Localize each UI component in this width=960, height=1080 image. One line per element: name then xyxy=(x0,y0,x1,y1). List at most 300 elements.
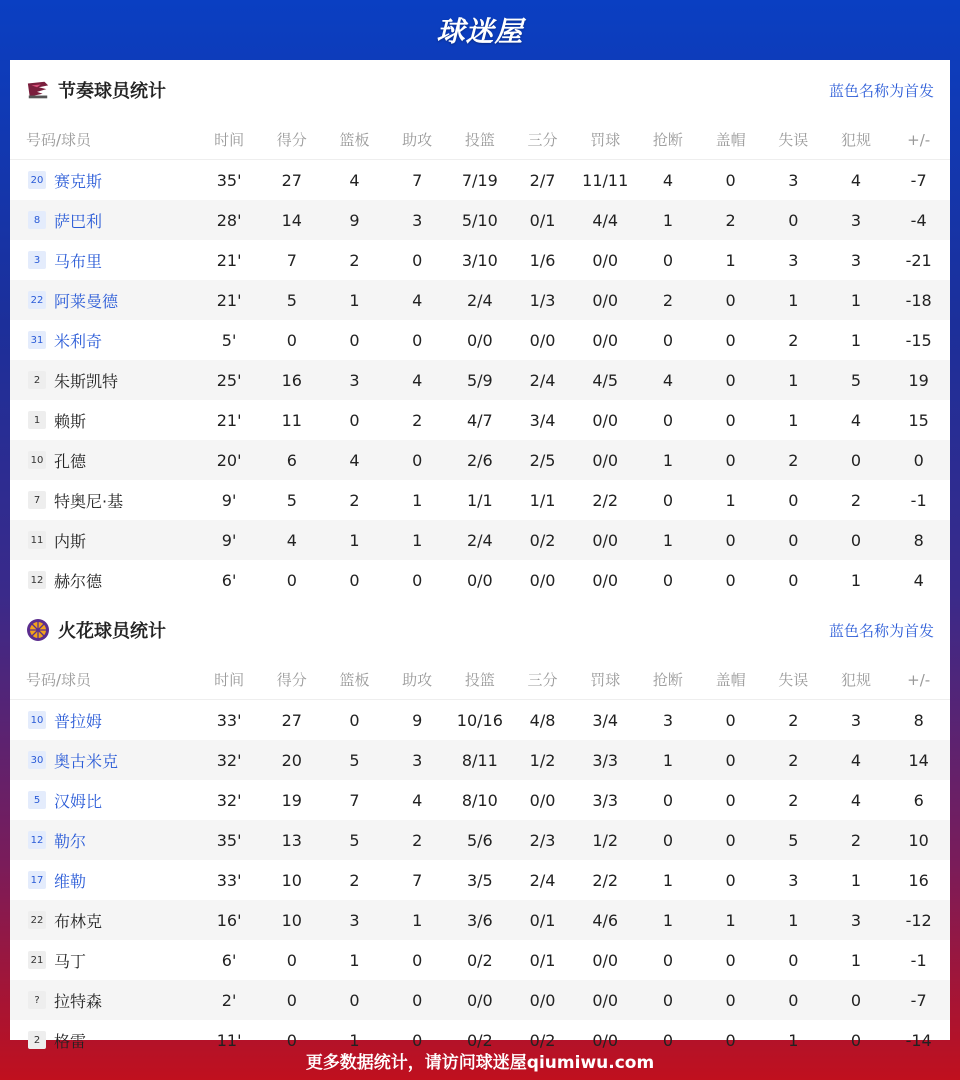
stat-cell: 0 xyxy=(412,990,423,1010)
stat-cell: 0 xyxy=(662,330,673,350)
stat-cell: 0 xyxy=(725,410,736,430)
stat-cell: 32' xyxy=(216,750,242,770)
stat-cell: 0 xyxy=(788,530,799,550)
stat-cell: 1 xyxy=(349,950,360,970)
stat-cell: 2' xyxy=(221,990,237,1010)
section-header xyxy=(10,60,950,120)
stat-cell: 5 xyxy=(286,290,297,310)
stat-cell: 3 xyxy=(349,370,360,390)
jersey-number: 22 xyxy=(28,911,46,929)
stat-cell: 3 xyxy=(412,750,423,770)
player-name[interactable]: 赛克斯 xyxy=(54,171,103,191)
stat-cell: 2/6 xyxy=(466,450,493,470)
stat-cell: 2 xyxy=(349,490,360,510)
player-row[interactable] xyxy=(10,980,950,1020)
stat-cell: 0 xyxy=(286,990,297,1010)
player-cell xyxy=(10,449,198,472)
stat-cell: 4 xyxy=(286,530,297,550)
stat-cell: 0 xyxy=(850,1030,862,1050)
player-name[interactable]: 普拉姆 xyxy=(54,711,103,731)
stat-cell: 5 xyxy=(349,830,360,850)
stat-cell: 0 xyxy=(412,950,423,970)
stat-cell: 0 xyxy=(725,530,736,550)
stat-cell: 11 xyxy=(281,410,302,430)
stat-cell: 1 xyxy=(412,910,423,930)
column-header: 三分 xyxy=(527,131,558,149)
stat-cell: 2/4 xyxy=(529,870,556,890)
jersey-number: 20 xyxy=(28,171,46,189)
player-row[interactable] xyxy=(10,280,950,320)
stat-cell: 5 xyxy=(850,370,862,390)
stat-cell: 1/3 xyxy=(529,290,556,310)
stat-cell: 0 xyxy=(725,870,736,890)
stat-cell: 7 xyxy=(286,250,297,270)
stat-cell: 19 xyxy=(908,370,929,390)
player-cell xyxy=(10,529,198,552)
stat-cell: 32' xyxy=(216,790,242,810)
stat-cell: 0 xyxy=(725,830,736,850)
stat-cell: 1 xyxy=(662,870,673,890)
player-row[interactable] xyxy=(10,440,950,480)
stat-cell: 2/5 xyxy=(529,450,556,470)
stat-cell: 0 xyxy=(286,1030,297,1050)
stat-cell: 16 xyxy=(281,370,302,390)
tempo-team-logo xyxy=(26,78,50,102)
stat-cell: 2 xyxy=(349,870,360,890)
stat-cell: 2/4 xyxy=(466,530,493,550)
stat-cell: 16' xyxy=(216,910,242,930)
jersey-number: 21 xyxy=(28,951,46,969)
stat-cell: 3/3 xyxy=(592,790,619,810)
stat-cell: 0 xyxy=(662,490,673,510)
stat-cell: 6' xyxy=(221,570,237,590)
stat-cell: 4/8 xyxy=(529,710,556,730)
column-header: 失误 xyxy=(778,671,809,689)
player-name[interactable]: 布林克 xyxy=(54,911,103,931)
column-header: 时间 xyxy=(214,671,245,689)
jersey-number: 12 xyxy=(28,831,46,849)
player-name[interactable]: 朱斯凯特 xyxy=(54,371,119,391)
stat-cell: 0 xyxy=(412,330,423,350)
player-row[interactable] xyxy=(10,560,950,600)
footer-banner[interactable] xyxy=(0,1040,960,1080)
jersey-number: 8 xyxy=(28,211,46,229)
stat-cell: 0/1 xyxy=(529,910,556,930)
stat-cell: 5' xyxy=(221,330,237,350)
player-row[interactable] xyxy=(10,520,950,560)
section-title: 节奏球员统计 xyxy=(58,81,166,102)
starter-note: 蓝色名称为首发 xyxy=(828,81,934,100)
column-header: 失误 xyxy=(778,131,809,149)
stat-cell: 1 xyxy=(788,370,799,390)
stat-cell: 0/2 xyxy=(529,1030,556,1050)
stat-cell: 3 xyxy=(788,170,799,190)
stat-cell: 6 xyxy=(286,450,297,470)
stat-cell: 4/5 xyxy=(592,370,619,390)
stat-cell: 5 xyxy=(788,830,799,850)
stat-cell: 3 xyxy=(850,250,862,270)
top-bar xyxy=(0,0,960,60)
stat-cell: 5 xyxy=(349,750,360,770)
column-header: 抢断 xyxy=(652,671,683,689)
stat-cell: 3/3 xyxy=(592,750,619,770)
jersey-number: 5 xyxy=(28,791,46,809)
stat-cell: 15 xyxy=(908,410,929,430)
stat-cell: 1 xyxy=(662,210,673,230)
stat-cell: 0 xyxy=(662,790,673,810)
stat-cell: 10/16 xyxy=(456,710,503,730)
column-header: 盖帽 xyxy=(715,131,746,149)
stat-cell: 0 xyxy=(850,990,862,1010)
stat-cell: 0 xyxy=(725,290,736,310)
stat-cell: 4 xyxy=(850,170,862,190)
stat-cell: 0/0 xyxy=(592,530,619,550)
stat-cell: 2 xyxy=(412,410,423,430)
player-row[interactable] xyxy=(10,320,950,360)
stat-cell: 33' xyxy=(216,870,242,890)
stat-cell: 3 xyxy=(788,870,799,890)
player-name[interactable]: 拉特森 xyxy=(54,991,103,1011)
player-row[interactable] xyxy=(10,820,950,860)
stat-cell: 2 xyxy=(850,830,862,850)
stat-cell: 2 xyxy=(788,450,799,470)
player-cell xyxy=(10,869,198,892)
stat-cell: 10 xyxy=(281,910,302,930)
stat-cell: 5/9 xyxy=(466,370,493,390)
stat-cell: 2 xyxy=(725,210,736,230)
stat-cell: 1 xyxy=(725,490,736,510)
column-header: 助攻 xyxy=(402,131,433,149)
stat-cell: 0 xyxy=(850,530,862,550)
stat-cell: 4 xyxy=(662,370,673,390)
stat-cell: 0/0 xyxy=(529,570,556,590)
column-header: 盖帽 xyxy=(715,671,746,689)
column-header: 投篮 xyxy=(464,671,495,689)
stat-cell: 0 xyxy=(662,830,673,850)
jersey-number: 1 xyxy=(28,411,46,429)
player-cell xyxy=(10,329,198,352)
stat-cell: 0 xyxy=(725,990,736,1010)
stat-cell: 0 xyxy=(349,710,360,730)
stat-cell: 1 xyxy=(788,910,799,930)
player-name[interactable]: 维勒 xyxy=(54,871,87,891)
stat-cell: 0 xyxy=(725,750,736,770)
player-row[interactable] xyxy=(10,160,950,200)
stat-cell: 14 xyxy=(281,210,302,230)
jersey-number: 2 xyxy=(28,371,46,389)
stat-cell: 1 xyxy=(850,330,862,350)
stat-cell: -15 xyxy=(905,330,932,350)
stat-cell: 1 xyxy=(412,490,423,510)
table-header-row xyxy=(10,660,950,700)
column-header: 犯规 xyxy=(840,671,871,689)
column-header: +/- xyxy=(907,670,931,689)
stat-cell: 0/0 xyxy=(466,330,493,350)
player-name[interactable]: 米利奇 xyxy=(54,331,103,351)
stat-cell: 2 xyxy=(349,250,360,270)
stat-cell: 6' xyxy=(221,950,237,970)
jersey-number: 30 xyxy=(28,751,46,769)
stat-cell: 0 xyxy=(286,570,297,590)
stat-cell: 1 xyxy=(349,1030,360,1050)
stat-cell: 20 xyxy=(281,750,302,770)
stat-cell: 0 xyxy=(788,950,799,970)
stat-cell: 1 xyxy=(850,870,862,890)
stat-cell: -1 xyxy=(910,950,927,970)
player-row[interactable] xyxy=(10,740,950,780)
stat-cell: 2/4 xyxy=(529,370,556,390)
stat-cell: 0 xyxy=(788,570,799,590)
player-name[interactable]: 赖斯 xyxy=(54,411,87,431)
player-name[interactable]: 马丁 xyxy=(54,951,87,971)
stat-cell: 28' xyxy=(216,210,242,230)
stat-cell: 3 xyxy=(850,210,862,230)
stat-cell: -4 xyxy=(910,210,927,230)
stat-cell: 1 xyxy=(662,750,673,770)
stat-cell: 19 xyxy=(281,790,302,810)
stat-cell: 33' xyxy=(216,710,242,730)
stat-cell: 1 xyxy=(349,530,360,550)
stat-cell: 4 xyxy=(662,170,673,190)
stat-cell: 0 xyxy=(725,450,736,470)
jersey-number: 10 xyxy=(28,711,46,729)
stat-cell: 16 xyxy=(908,870,929,890)
column-header: 号码/球员 xyxy=(26,131,92,149)
stat-cell: 20' xyxy=(216,450,242,470)
stat-cell: 0/0 xyxy=(466,570,493,590)
stat-cell: 0 xyxy=(788,210,799,230)
stat-cell: 3 xyxy=(662,710,673,730)
stat-cell: 0/0 xyxy=(592,250,619,270)
stat-cell: 8 xyxy=(913,530,924,550)
player-name[interactable]: 汉姆比 xyxy=(54,791,103,811)
stat-cell: 7/19 xyxy=(461,170,498,190)
stat-cell: 0 xyxy=(662,410,673,430)
column-header: 号码/球员 xyxy=(26,671,92,689)
player-name[interactable]: 马布里 xyxy=(54,251,103,271)
player-row[interactable] xyxy=(10,900,950,940)
stat-cell: 7 xyxy=(349,790,360,810)
player-name[interactable]: 孔德 xyxy=(54,451,87,471)
stat-cell: -7 xyxy=(910,990,927,1010)
stat-cell: 3 xyxy=(412,210,423,230)
app-logo: 球迷屋 xyxy=(436,15,524,48)
player-cell xyxy=(10,409,198,432)
stat-cell: 0 xyxy=(725,1030,736,1050)
player-name[interactable]: 特奥尼·基 xyxy=(54,491,124,511)
stat-cell: 0/2 xyxy=(529,530,556,550)
stat-cell: 9' xyxy=(221,490,237,510)
stat-cell: 3/4 xyxy=(529,410,556,430)
footer-text: 更多数据统计，请访问球迷屋qiumiwu.com xyxy=(305,1052,655,1073)
stat-cell: 0 xyxy=(662,950,673,970)
stat-cell: 9' xyxy=(221,530,237,550)
column-header: 助攻 xyxy=(402,671,433,689)
stat-cell: 1 xyxy=(850,570,862,590)
stat-cell: 7 xyxy=(412,170,423,190)
sparks-team-logo xyxy=(26,618,50,642)
column-header: 罚球 xyxy=(590,671,621,689)
column-header: 抢断 xyxy=(652,131,683,149)
jersey-number: ? xyxy=(28,991,46,1009)
stat-cell: 4 xyxy=(850,410,862,430)
stat-cell: 2 xyxy=(412,830,423,850)
stat-cell: 0 xyxy=(412,250,423,270)
player-name[interactable]: 阿莱曼德 xyxy=(54,291,119,311)
stat-cell: 0 xyxy=(788,990,799,1010)
player-cell xyxy=(10,489,198,512)
player-row[interactable] xyxy=(10,200,950,240)
stat-cell: 27 xyxy=(281,170,302,190)
player-cell xyxy=(10,789,198,812)
column-header: +/- xyxy=(907,130,931,149)
stat-cell: 5/10 xyxy=(461,210,498,230)
section-title-wrap xyxy=(26,617,166,643)
stat-cell: 13 xyxy=(281,830,302,850)
stat-cell: -1 xyxy=(910,490,927,510)
stat-cell: 11/11 xyxy=(582,170,629,190)
stat-cell: 0/0 xyxy=(592,410,619,430)
stat-cell: 1 xyxy=(788,290,799,310)
player-row[interactable] xyxy=(10,400,950,440)
stat-cell: 4 xyxy=(412,290,423,310)
player-name[interactable]: 赫尔德 xyxy=(54,571,103,591)
table-header-row xyxy=(10,120,950,160)
stat-cell: 0/0 xyxy=(592,990,619,1010)
player-row[interactable] xyxy=(10,780,950,820)
stat-cell: 2 xyxy=(850,490,862,510)
stat-cell: 0 xyxy=(725,710,736,730)
stat-cell: 2 xyxy=(662,290,673,310)
stat-cell: 1/2 xyxy=(592,830,619,850)
stat-cell: 8 xyxy=(913,710,924,730)
stat-cell: 0/0 xyxy=(592,290,619,310)
stat-cell: 21' xyxy=(216,410,242,430)
player-cell xyxy=(10,289,198,312)
stat-cell: 0 xyxy=(286,330,297,350)
stat-cell: 0 xyxy=(412,450,423,470)
section-title-wrap xyxy=(26,77,166,103)
player-name[interactable]: 格雷 xyxy=(54,1031,87,1051)
stat-cell: 3 xyxy=(850,710,862,730)
player-cell xyxy=(10,169,198,192)
stat-cell: 2/2 xyxy=(592,490,619,510)
stat-cell: 0/0 xyxy=(592,1030,619,1050)
player-cell xyxy=(10,249,198,272)
player-row[interactable] xyxy=(10,860,950,900)
stat-cell: 4 xyxy=(349,450,360,470)
stat-cell: 0 xyxy=(788,490,799,510)
stat-cell: 9 xyxy=(412,710,423,730)
player-cell xyxy=(10,749,198,772)
stat-cell: 6 xyxy=(913,790,924,810)
stat-cell: 1 xyxy=(662,910,673,930)
stat-cell: 0 xyxy=(725,370,736,390)
stat-cell: 10 xyxy=(908,830,929,850)
stat-cell: 2/7 xyxy=(529,170,556,190)
stat-cell: 0 xyxy=(349,410,360,430)
starter-note: 蓝色名称为首发 xyxy=(828,621,934,640)
stat-cell: 0/2 xyxy=(466,950,493,970)
stat-cell: 8/10 xyxy=(461,790,498,810)
stat-cell: 2 xyxy=(788,790,799,810)
stat-cell: 4 xyxy=(349,170,360,190)
jersey-number: 22 xyxy=(28,291,46,309)
jersey-number: 7 xyxy=(28,491,46,509)
column-header: 三分 xyxy=(527,671,558,689)
stat-cell: 0/1 xyxy=(529,950,556,970)
stat-cell: 1 xyxy=(662,530,673,550)
stat-cell: 4 xyxy=(913,570,924,590)
stat-cell: 1 xyxy=(349,290,360,310)
stat-cell: 2 xyxy=(788,710,799,730)
stat-cell: 1/2 xyxy=(529,750,556,770)
stat-cell: 0 xyxy=(913,450,924,470)
stat-cell: -18 xyxy=(905,290,932,310)
player-name[interactable]: 内斯 xyxy=(54,531,87,551)
stat-cell: 1/1 xyxy=(466,490,493,510)
column-header: 篮板 xyxy=(339,131,370,149)
player-row[interactable] xyxy=(10,480,950,520)
stat-cell: 0/0 xyxy=(592,950,619,970)
stat-cell: 7 xyxy=(412,870,423,890)
stat-cell: 0/2 xyxy=(466,1030,493,1050)
stat-cell: 1 xyxy=(788,1030,799,1050)
stat-cell: 2 xyxy=(788,330,799,350)
stat-cell: 0/0 xyxy=(529,790,556,810)
stat-cell: 0 xyxy=(725,170,736,190)
player-row[interactable] xyxy=(10,940,950,980)
stat-cell: 1 xyxy=(412,530,423,550)
stat-cell: 1 xyxy=(725,250,736,270)
player-name[interactable]: 萨巴利 xyxy=(54,211,103,231)
player-cell xyxy=(10,829,198,852)
stat-cell: 35' xyxy=(216,170,242,190)
stat-cell: 4 xyxy=(850,750,862,770)
team-section xyxy=(10,600,950,1060)
stat-cell: 2 xyxy=(788,750,799,770)
stat-cell: 4 xyxy=(412,790,423,810)
stat-cell: 0 xyxy=(349,330,360,350)
stat-cell: 3 xyxy=(349,910,360,930)
stat-cell: 9 xyxy=(349,210,360,230)
stat-cell: 1/6 xyxy=(529,250,556,270)
stat-cell: 1 xyxy=(850,290,862,310)
stat-cell: 25' xyxy=(216,370,242,390)
stat-cell: 0 xyxy=(662,250,673,270)
stat-cell: 3/5 xyxy=(466,870,493,890)
stat-cell: 2/3 xyxy=(529,830,556,850)
stat-cell: 0/1 xyxy=(529,210,556,230)
player-name[interactable]: 勒尔 xyxy=(54,831,87,851)
stat-cell: -7 xyxy=(910,170,927,190)
stat-cell: 4 xyxy=(850,790,862,810)
jersey-number: 17 xyxy=(28,871,46,889)
stat-cell: 0/0 xyxy=(592,570,619,590)
column-header: 得分 xyxy=(276,671,307,689)
jersey-number: 31 xyxy=(28,331,46,349)
player-name[interactable]: 奥古米克 xyxy=(54,751,119,771)
stat-cell: -12 xyxy=(905,910,932,930)
stat-cell: 1 xyxy=(725,910,736,930)
stat-cell: 3 xyxy=(850,910,862,930)
player-row[interactable] xyxy=(10,700,950,740)
player-row[interactable] xyxy=(10,360,950,400)
stats-panel xyxy=(10,60,950,1051)
player-row[interactable] xyxy=(10,240,950,280)
column-header: 罚球 xyxy=(590,131,621,149)
column-header: 投篮 xyxy=(464,131,495,149)
